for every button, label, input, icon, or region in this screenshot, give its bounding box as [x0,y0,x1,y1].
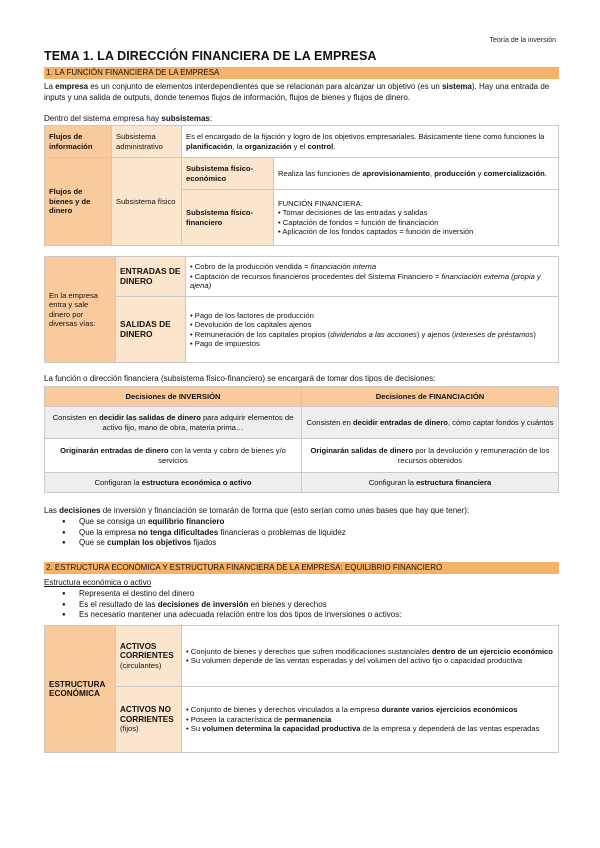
paragraph-decisiones: La función o dirección financiera (subsistema físico-financiero) se encargará de tomar dos tipos de decisiones: [44,374,436,383]
list-item: ● Que se consiga un equilibrio financiero [62,517,346,528]
bullet-list-bases [62,517,346,549]
funcion-item: • Aplicación de los fondos captados = función de inversión [278,227,474,236]
cell-flujos-bienes-dinero: Flujos de bienes y de dinero [45,158,112,246]
cell-subsistema-fisico: Subsistema físico [112,158,182,246]
cell-estructura-economica: ESTRUCTURA ECONÓMICA [45,626,116,753]
subsystems-table [44,125,559,246]
cell-subsistema-administrativo: Subsistema administrativo [112,126,182,158]
page-header: Teoría de la inversión [489,37,556,44]
list-item: ● Que la empresa no tenga dificultades financieras o problemas de liquidez [62,528,346,539]
list-item: ● Es el resultado de las decisiones de inversión en bienes y derechos [62,600,401,611]
page-title: TEMA 1. LA DIRECCIÓN FINANCIERA DE LA EMPRESA [44,49,377,63]
cell-salidas-desc: • Pago de los factores de producción • Devolución de los capitales ajenos • Remuneración de los capitales propios (dividendos a las acciones) y ajenos (intereses de préstamos) • Pago de impuestos [186,297,559,363]
cell-financiacion-2: Originarán salidas de dinero por la devolución y remuneración de los recursos obtenidos [302,439,559,473]
paragraph-empresa: La empresa es un conjunto de elementos interdependientes que se relacionan para alcanzar un objetivo (es un sistema). Hay una entrada de inputs y una salida de outputs, donde tenemos flujos de información, flujos de bienes y flujos de dinero. [44,82,550,102]
cell-fisico-financiero: Subsistema físico-financiero [182,190,274,246]
section-2-heading: 2. ESTRUCTURA ECONÓMICA Y ESTRUCTURA FINANCIERA DE LA EMPRESA: EQUILIBRIO FINANCIERO [44,562,559,574]
cell-inversion-1: Consisten en decidir las salidas de dinero para adquirir elementos de activo fijo, mano de obra, materia prima… [45,407,302,439]
list-item: ● Que se cumplan los objetivos fijados [62,538,346,549]
list-item: ● Representa el destino del dinero [62,589,401,600]
cell-fisico-economico: Subsistema físico-económico [182,158,274,190]
list-item: ● Es necesario mantener una adecuada relación entre los dos tipos de inversiones o activos: [62,610,401,621]
cell-entradas-desc: • Cobro de la producción vendida = financiación interna • Captación de recursos financieros procedentes del Sistema Financiero = financiación externa (propia y ajena) [186,257,559,297]
cell-inversion-2: Originarán entradas de dinero con la venta y cobro de bienes y/o servicios [45,439,302,473]
cell-activos-no-corrientes: ACTIVOS NO CORRIENTES (fijos) [116,687,182,753]
subheading-estructura-economica: Estructura económica o activo [44,578,152,587]
funcion-item: • Tomar decisiones de las entradas y salidas [278,208,428,217]
paragraph-bases: Las decisiones de inversión y financiación se tomarán de forma que (esto serían como unas bases que hay que tener): [44,506,470,515]
funcion-item: • Captación de fondos = función de financiación [278,217,439,227]
cell-fisico-economico-desc: Realiza las funciones de aprovisionamiento, producción y comercialización. [274,158,559,190]
cell-flujos-informacion: Flujos de información [45,126,112,158]
economic-structure-table [44,625,559,753]
cell-administrativo-desc: Es el encargado de la fijación y logro de los objetivos empresariales. Básicamente tiene como funciones la planificación, la organización y el control. [182,126,559,158]
bullet-list-activo [62,589,401,621]
cell-entradas-dinero: ENTRADAS DE DINERO [116,257,186,297]
cell-activos-no-corrientes-desc: • Conjunto de bienes y derechos vinculados a la empresa durante varios ejercicios económicos • Poseen la característica de permanencia • Su volumen determina la capacidad productiva de la empresa y dependerá de las ventas esperadas [182,687,559,753]
cell-salidas-dinero: SALIDAS DE DINERO [116,297,186,363]
cell-financiacion-1: Consisten en decidir entradas de dinero, cómo captar fondos y cuántos [302,407,559,439]
cell-financiacion-3: Configuran la estructura financiera [302,473,559,493]
paragraph-subsistemas: Dentro del sistema empresa hay subsistemas: [44,114,213,123]
cell-inversion-3: Configuran la estructura económica o activo [45,473,302,493]
header-financiacion: Decisiones de FINANCIACIÓN [302,387,559,407]
cell-activos-corrientes: ACTIVOS CORRIENTES (circulantes) [116,626,182,687]
decisions-table [44,386,559,493]
cell-funcion-financiera: FUNCIÓN FINANCIERA: • Tomar decisiones de las entradas y salidas • Captación de fondos = función de financiación • Aplicación de los fondos captados = función de inversión [274,190,559,246]
section-1-heading: 1. LA FUNCIÓN FINANCIERA DE LA EMPRESA [44,67,559,79]
money-flow-table [44,256,559,363]
header-inversion: Decisiones de INVERSIÓN [45,387,302,407]
cell-entra-sale-dinero: En la empresa entra y sale dinero por diversas vías: [45,257,116,363]
cell-activos-corrientes-desc: • Conjunto de bienes y derechos que sufren modificaciones sustanciales dentro de un ejercicio económico • Su volumen depende de las ventas esperadas y del volumen del activo fijo o capacidad productiva [182,626,559,687]
